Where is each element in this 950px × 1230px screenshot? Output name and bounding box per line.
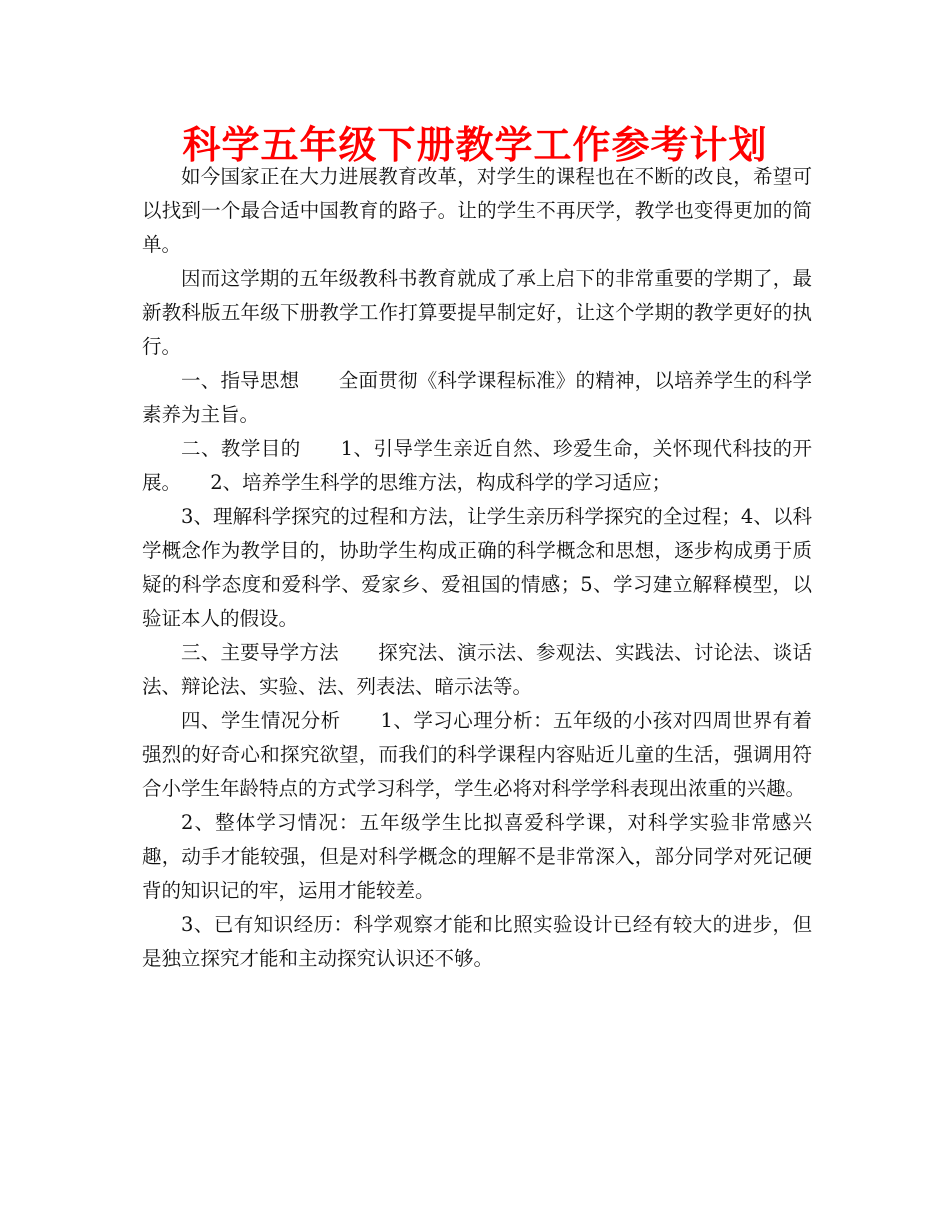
paragraph-prior-knowledge: 3、已有知识经历：科学观察才能和比照实验设计已经有较大的进步，但是独立探究才能和主动探究认识还不够。 xyxy=(142,913,812,970)
paragraph-student-analysis: 四、学生情况分析 1、学习心理分析：五年级的小孩对四周世界有着强烈的好奇心和探究欲望，而我们的科学课程内容贴近儿童的生活，强调用符合小学生年龄特点的方式学习科学，学生必将对科学学科表现出浓重的兴趣。 xyxy=(142,709,812,800)
paragraph-overall-learning: 2、整体学习情况：五年级学生比拟喜爱科学课，对科学实验非常感兴趣，动手才能较强，但是对科学概念的理解不是非常深入，部分同学对死记硬背的知识记的牢，运用才能较差。 xyxy=(142,811,812,902)
paragraph-teaching-goals-continued: 3、理解科学探究的过程和方法，让学生亲历科学探究的全过程；4、以科学概念作为教学目的，协助学生构成正确的科学概念和思想，逐步构成勇于质疑的科学态度和爱科学、爱家乡、爱祖国的情感；5、学习建立解释模型，以验证本人的假设。 xyxy=(142,505,812,630)
document-body xyxy=(142,160,812,976)
paragraph-intro-2: 因而这学期的五年级教科书教育就成了承上启下的非常重要的学期了，最新教科版五年级下册教学工作打算要提早制定好，让这个学期的教学更好的执行。 xyxy=(142,267,812,358)
document-title: 科学五年级下册教学工作参考计划 xyxy=(182,123,768,167)
paragraph-guiding-ideology: 一、指导思想 全面贯彻《科学课程标准》的精神，以培养学生的科学素养为主旨。 xyxy=(142,369,812,426)
paragraph-teaching-goals: 二、教学目的 1、引导学生亲近自然、珍爱生命，关怀现代科技的开展。 2、培养学生科学的思维方法，构成科学的学习适应； xyxy=(142,437,812,494)
paragraph-intro-1: 如今国家正在大力进展教育改革，对学生的课程也在不断的改良，希望可以找到一个最合适中国教育的路子。让的学生不再厌学，教学也变得更加的简单。 xyxy=(142,165,812,256)
paragraph-teaching-methods: 三、主要导学方法 探究法、演示法、参观法、实践法、讨论法、谈话法、辩论法、实验、法、列表法、暗示法等。 xyxy=(142,641,812,698)
